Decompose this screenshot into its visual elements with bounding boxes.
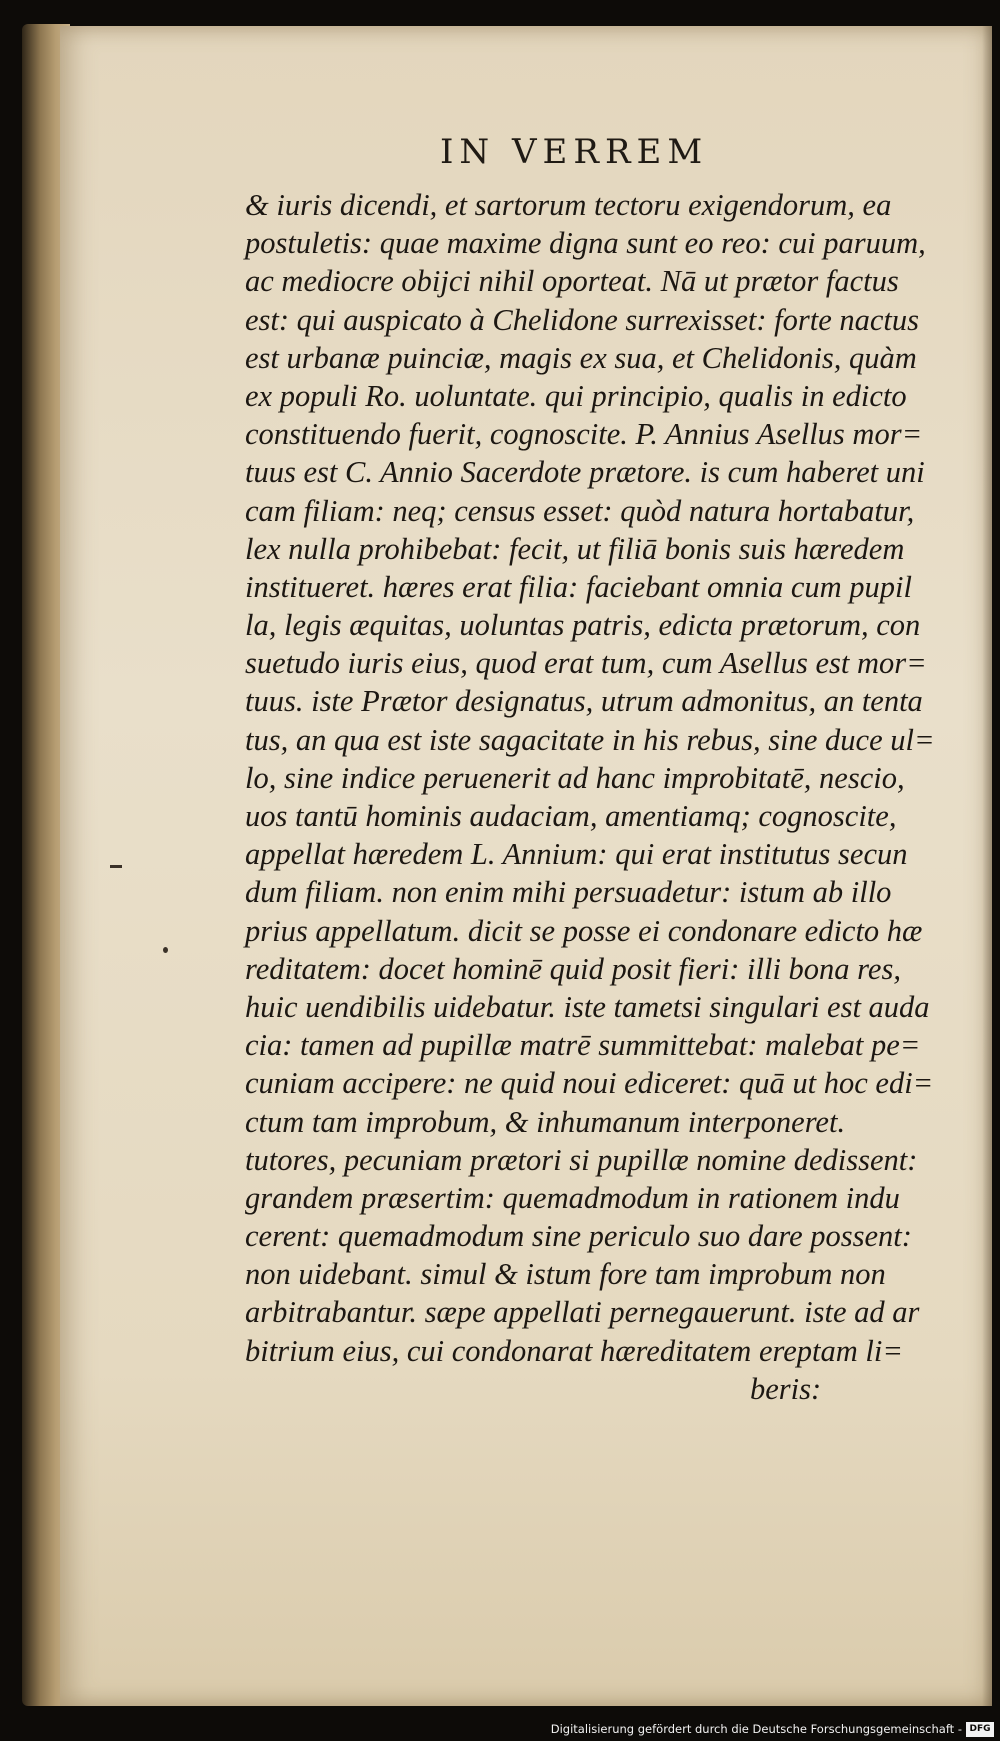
text-line: grandem præsertim: quemadmodum in rationem indu xyxy=(245,1180,900,1215)
catchword: beris: xyxy=(750,1371,822,1406)
text-line: tuus est C. Annio Sacerdote prætore. is cum haberet uni xyxy=(245,455,925,490)
text-line: cuniam accipere: ne quid noui ediceret: quā ut hoc edi= xyxy=(245,1066,934,1101)
text-line: cerent: quemadmodum sine periculo suo dare possent: xyxy=(245,1219,912,1254)
text-line: arbitrabantur. sæpe appellati pernegauerunt. iste ad ar xyxy=(245,1295,920,1330)
text-line: tutores, pecuniam prætori si pupillæ nomine dedissent: xyxy=(245,1142,918,1177)
running-head: IN VERREM xyxy=(440,132,709,172)
text-line: cam filiam: neq; census esset: quòd natura hortabatur, xyxy=(245,493,915,528)
text-line: bitrium eius, cui condonarat hæreditatem ereptam li= xyxy=(245,1333,903,1368)
text-line: prius appellatum. dicit se posse ei condonare edicto hæ xyxy=(245,913,923,948)
text-line: la, legis æquitas, uoluntas patris, edicta prætorum, con xyxy=(245,608,921,643)
text-line: tuus. iste Prætor designatus, utrum admonitus, an tenta xyxy=(245,684,923,719)
text-line: uos tantū hominis audaciam, amentiamq; cognoscite, xyxy=(245,799,897,833)
text-line: tus, an qua est iste sagacitate in his rebus, sine duce ul= xyxy=(245,722,935,757)
page-edge-shadow xyxy=(982,26,992,1706)
text-line: est urbanæ puinciæ, magis ex sua, et Chelidonis, quàm xyxy=(245,340,917,375)
text-line: cia: tamen ad pupillæ matrē summittebat: malebat pe= xyxy=(245,1028,921,1063)
text-line: & iuris dicendi, et sartorum tectoru exigendorum, ea xyxy=(245,188,892,222)
text-line: dum filiam. non enim mihi persuadetur: istum ab illo xyxy=(245,875,892,910)
dfg-logo: DFG xyxy=(966,1722,994,1737)
text-line: institueret. hæres erat filia: faciebant omnia cum pupil xyxy=(245,569,912,604)
margin-ink-mark xyxy=(110,865,122,868)
text-line: postuletis: quae maxime digna sunt eo reo: cui paruum, xyxy=(245,226,926,261)
text-line: appellat hæredem L. Annium: qui erat institutus secun xyxy=(245,837,908,872)
text-line: ex populi Ro. uoluntate. qui principio, qualis in edicto xyxy=(245,378,907,413)
text-line: huic uendibilis uidebatur. iste tametsi singulari est auda xyxy=(245,989,930,1024)
text-line: ctum tam improbum, & inhumanum interponeret. xyxy=(245,1104,846,1139)
text-line: constituendo fuerit, cognoscite. P. Annius Asellus mor= xyxy=(245,417,923,452)
text-line: lex nulla prohibebat: fecit, ut filiā bonis suis hæredem xyxy=(245,531,905,566)
text-line: suetudo iuris eius, quod erat tum, cum Asellus est mor= xyxy=(245,646,927,681)
digitization-footer xyxy=(0,1720,1000,1741)
text-line: lo, sine indice peruenerit ad hanc improbitatē, nescio, xyxy=(245,760,905,795)
text-line: non uidebant. simul & istum fore tam improbum non xyxy=(245,1257,886,1292)
text-line: reditatem: docet hominē quid posit fieri: illi bona res, xyxy=(245,951,901,986)
text-line: est: qui auspicato à Chelidone surrexisset: forte nactus xyxy=(245,302,920,337)
margin-ink-dot xyxy=(163,947,168,953)
footer-credit: Digitalisierung gefördert durch die Deutsche Forschungsgemeinschaft - xyxy=(550,1722,962,1736)
text-line: ac mediocre obijci nihil oporteat. Nā ut prætor factus xyxy=(245,264,899,299)
text-block xyxy=(245,186,965,1408)
